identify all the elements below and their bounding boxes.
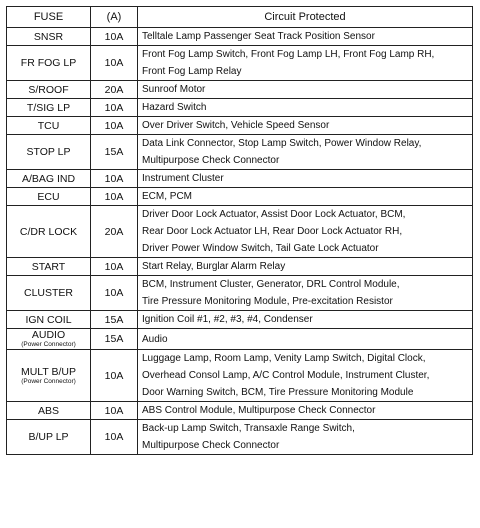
fuse-cell [7, 420, 91, 455]
circuit-cell [138, 170, 473, 188]
table-header [7, 7, 473, 28]
fuse-name: B/UP LP [28, 431, 69, 443]
circuit-cell [138, 276, 473, 311]
amp-cell: 10A [91, 420, 138, 455]
circuit-cell [138, 350, 473, 402]
circuit-line: Luggage Lamp, Room Lamp, Venity Lamp Switch, Digital Clock, [142, 353, 426, 364]
circuit-line: Multipurpose Check Connector [142, 440, 280, 451]
fuse-name: TCU [37, 119, 60, 132]
fuse-cell [7, 329, 91, 350]
fuse-cell [7, 28, 91, 46]
fuse-name: STOP LP [26, 146, 71, 158]
fuse-cell [7, 117, 91, 135]
amp-cell: 10A [91, 99, 138, 117]
fuse-subtitle: (Power Connector) [21, 341, 76, 348]
fuse-name: IGN COIL [25, 313, 72, 326]
fuse-cell [7, 258, 91, 276]
table-body [7, 28, 473, 455]
circuit-cell [138, 402, 473, 420]
table-row [7, 99, 473, 117]
circuit-cell [138, 420, 473, 455]
amp-cell: 20A [91, 206, 138, 258]
fuse-name: A/BAG IND [21, 172, 76, 185]
circuit-line: Overhead Consol Lamp, A/C Control Module, Instrument Cluster, [142, 370, 430, 381]
table-row [7, 46, 473, 81]
amp-cell: 15A [91, 311, 138, 329]
amp-cell: 10A [91, 258, 138, 276]
circuit-cell [138, 188, 473, 206]
circuit-line: Audio [142, 333, 168, 345]
circuit-line: ECM, PCM [142, 191, 192, 202]
circuit-cell [138, 311, 473, 329]
amp-cell: 10A [91, 402, 138, 420]
header-amp: (A) [91, 7, 138, 28]
fuse-name: ECU [37, 190, 60, 203]
table-row [7, 188, 473, 206]
fuse-name: C/DR LOCK [19, 225, 78, 238]
fuse-name: T/SIG LP [26, 101, 71, 114]
amp-cell: 10A [91, 117, 138, 135]
fuse-cell [7, 81, 91, 99]
table-row [7, 206, 473, 258]
fuse-name: START [31, 260, 66, 273]
circuit-line: Telltale Lamp Passenger Seat Track Position Sensor [142, 31, 375, 42]
table-row [7, 350, 473, 402]
table-row [7, 81, 473, 99]
fuse-table-container [6, 6, 472, 455]
circuit-cell [138, 81, 473, 99]
header-fuse: FUSE [7, 7, 91, 28]
fuse-name: CLUSTER [23, 287, 73, 299]
amp-cell: 10A [91, 276, 138, 311]
circuit-line: BCM, Instrument Cluster, Generator, DRL Control Module, [142, 279, 400, 290]
fuse-cell [7, 206, 91, 258]
table-row [7, 420, 473, 455]
fuse-cell [7, 350, 91, 402]
fuse-cell [7, 135, 91, 170]
fuse-name: ABS [37, 404, 59, 417]
circuit-line: Start Relay, Burglar Alarm Relay [142, 261, 286, 272]
circuit-cell [138, 99, 473, 117]
amp-cell: 10A [91, 28, 138, 46]
fuse-cell [7, 188, 91, 206]
circuit-cell [138, 135, 473, 170]
header-circuit: Circuit Protected [138, 7, 473, 28]
circuit-line: Ignition Coil #1, #2, #3, #4, Condenser [142, 314, 313, 325]
fuse-name: S/ROOF [28, 83, 69, 96]
fuse-cell [7, 46, 91, 81]
fuse-name: MULT B/UP [20, 365, 77, 378]
fuse-name: AUDIO [31, 329, 66, 341]
circuit-line: Data Link Connector, Stop Lamp Switch, Power Window Relay, [142, 138, 422, 149]
circuit-line: Driver Door Lock Actuator, Assist Door Lock Actuator, BCM, [142, 209, 406, 220]
circuit-line: ABS Control Module, Multipurpose Check Connector [142, 405, 376, 416]
amp-cell: 10A [91, 46, 138, 81]
table-row [7, 170, 473, 188]
table-row [7, 28, 473, 46]
circuit-line: Instrument Cluster [142, 173, 224, 184]
table-row [7, 117, 473, 135]
amp-cell: 15A [91, 329, 138, 350]
amp-cell: 20A [91, 81, 138, 99]
amp-cell: 10A [91, 188, 138, 206]
table-row [7, 329, 473, 350]
fuse-cell [7, 402, 91, 420]
circuit-line: Front Fog Lamp Relay [142, 66, 242, 77]
table-row [7, 258, 473, 276]
fuse-table [6, 6, 473, 455]
circuit-cell [138, 46, 473, 81]
circuit-cell [138, 28, 473, 46]
circuit-line: Rear Door Lock Actuator LH, Rear Door Lock Actuator RH, [142, 226, 403, 237]
circuit-line: Tire Pressure Monitoring Module, Pre-excitation Resistor [142, 296, 393, 307]
circuit-line: Door Warning Switch, BCM, Tire Pressure Monitoring Module [142, 387, 414, 398]
circuit-line: Front Fog Lamp Switch, Front Fog Lamp LH, Front Fog Lamp RH, [142, 49, 435, 60]
fuse-name: SNSR [33, 30, 64, 43]
fuse-subtitle: (Power Connector) [21, 377, 76, 385]
circuit-cell [138, 117, 473, 135]
circuit-cell [138, 206, 473, 258]
fuse-cell [7, 276, 91, 311]
table-row [7, 135, 473, 170]
circuit-line: Over Driver Switch, Vehicle Speed Sensor [142, 120, 330, 131]
circuit-cell [138, 258, 473, 276]
table-row [7, 402, 473, 420]
table-row [7, 276, 473, 311]
fuse-cell [7, 170, 91, 188]
amp-cell: 10A [91, 350, 138, 402]
circuit-cell [138, 329, 473, 350]
amp-cell: 10A [91, 170, 138, 188]
header-row [7, 7, 473, 28]
circuit-line: Sunroof Motor [142, 84, 206, 95]
amp-cell: 15A [91, 135, 138, 170]
fuse-name: FR FOG LP [20, 57, 77, 69]
circuit-line: Back-up Lamp Switch, Transaxle Range Switch, [142, 423, 355, 434]
circuit-line: Hazard Switch [142, 102, 207, 113]
circuit-line: Multipurpose Check Connector [142, 155, 280, 166]
fuse-cell [7, 99, 91, 117]
table-row [7, 311, 473, 329]
fuse-cell [7, 311, 91, 329]
circuit-line: Driver Power Window Switch, Tail Gate Lock Actuator [142, 243, 379, 254]
